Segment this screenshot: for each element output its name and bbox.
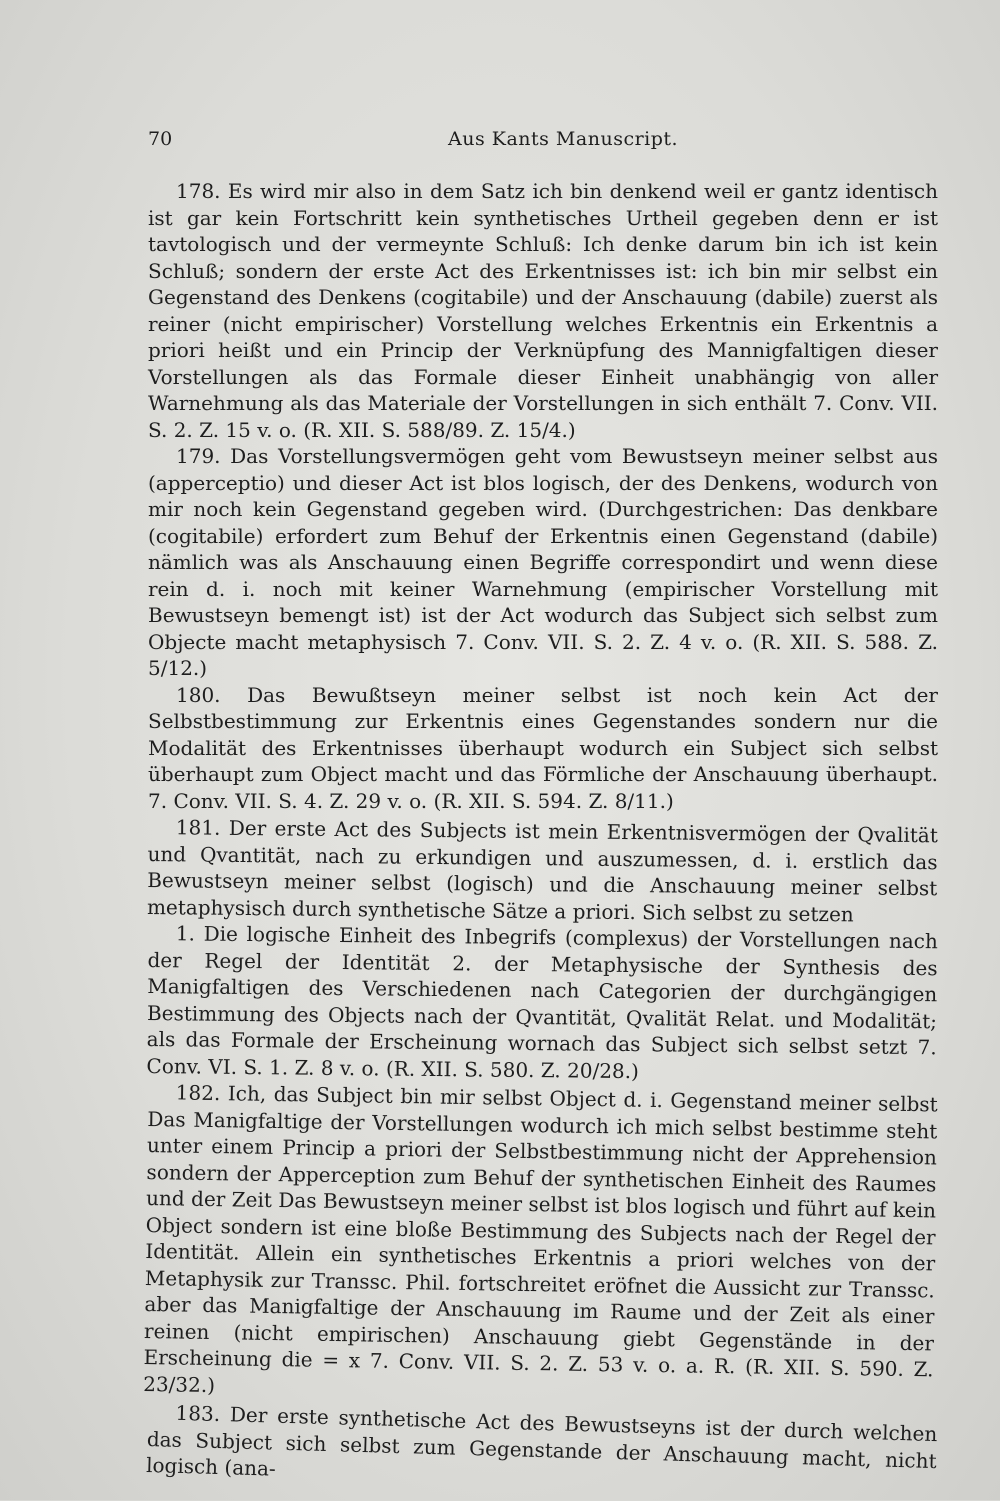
- paragraph-179: 179. Das Vorstellungsvermögen geht vom Bewustseyn meiner selbst aus (apperceptio) und dieser Act ist blos logisch, der des Denkens, wodurch von mir noch kein Gegenstand gegeben wird. (Durchgestrichen: Das denkbare (cogitabile) erfordert zum Behuf der Erkentnis einen Gegenstand (dabile) nämlich was als Anschauung einen Begriffe correspondirt und wenn diese rein d. i. noch mit keiner Warnehmung (empirischer Vorstellung mit Bewustseyn bemengt ist) ist der Act wodurch das Subject sich selbst zum Objecte macht metaphysisch 7. Conv. VII. S. 2. Z. 4 v. o. (R. XII. S. 588. Z. 5/12.): [148, 444, 938, 680]
- page-header: [148, 128, 938, 158]
- page-number: 70: [148, 128, 173, 150]
- paragraph-181: 181. Der erste Act des Subjects ist mein Erkentnisvermögen der Qvalität und Qvantität, nach zu erkundigen und auszumessen, d. i. erstlich das Bewustseyn meiner selbst (logisch) und die Anschauung meiner selbst metaphysisch durch synthetische Sätze a priori. Sich selbst zu setzen: [146, 815, 938, 926]
- running-title: Aus Kants Manuscript.: [448, 128, 679, 150]
- paragraph-181-list: 1. Die logische Einheit des Inbegrifs (complexus) der Vorstellungen nach der Regel der Identität 2. der Metaphysische der Synthesis des Manigfaltigen des Verschiedenen nach Categorien der durchgängigen Bestimmung des Objects nach der Qvantität, Qvalität Relat. und Modalität; als das Formale der Erscheinung wornach das Subject sich selbst setzt 7. Conv. VI. S. 1. Z. 8 v. o. (R. XII. S. 580. Z. 20/28.): [146, 921, 938, 1083]
- body-text: [143, 178, 938, 1481]
- paragraph-180: 180. Das Bewußtseyn meiner selbst ist noch kein Act der Selbstbestimmung zur Erkentnis eines Gegenstandes sondern nur die Modalität des Erkentnisses überhaupt wodurch ein Subject sich selbst überhaupt zum Object macht und das Förmliche der Anschauung überhaupt. 7. Conv. VII. S. 4. Z. 29 v. o. (R. XII. S. 594. Z. 8/11.): [148, 682, 938, 813]
- paragraph-182: 182. Ich, das Subject bin mir selbst Object d. i. Gegenstand meiner selbst Das Manigfaltige der Vorstellungen wodurch ich mich selbst bestimme steht unter einem Princip a priori der Selbstbestimmung nicht der Apprehension sondern der Apperception zum Behuf der synthetischen Einheit des Raumes und der Zeit Das Bewustseyn meiner selbst ist blos logisch und führt auf kein Object sondern ist eine bloße Bestimmung des Subjects nach der Regel der Identität. Allein ein synthetisches Erkentnis a priori welches von der Metaphysik zur Transsc. Phil. fortschreitet eröfnet die Aussicht zur Transsc. aber das Manigfaltige der Anschauung im Raume und der Zeit als einer reinen (nicht empirischen) Anschauung giebt Gegenstände in der Erscheinung die = x 7. Conv. VII. S. 2. Z. 53 v. o. a. R. (R. XII. S. 590. Z. 23/32.): [143, 1080, 938, 1397]
- paragraph-178: 178. Es wird mir also in dem Satz ich bin denkend weil er gantz identisch ist gar kein Fortschritt kein synthetisches Urtheil gegeben denn er ist tavtologisch und der vermeynte Schluß: Ich denke darum bin ich ist kein Schluß; sondern der erste Act des Erkentnisses ist: ich bin mir selbst ein Gegenstand des Denkens (cogitabile) und der Anschauung (dabile) zuerst als reiner (nicht empirischer) Vorstellung welches Erkentnis ein Erkentnis a priori heißt und ein Princip der Verknüpfung des Mannigfaltigen dieser Vorstellungen als das Formale dieser Einheit unabhängig von aller Warnehmung als das Materiale der Vorstellungen in sich enthält 7. Conv. VII. S. 2. Z. 15 v. o. (R. XII. S. 588/89. Z. 15/4.): [148, 179, 938, 442]
- paragraph-183: 183. Der erste synthetische Act des Bewustseyns ist der durch welchen das Subject sich selbst zum Gegenstande der Anschauung macht, nicht logisch (ana-: [145, 1400, 938, 1481]
